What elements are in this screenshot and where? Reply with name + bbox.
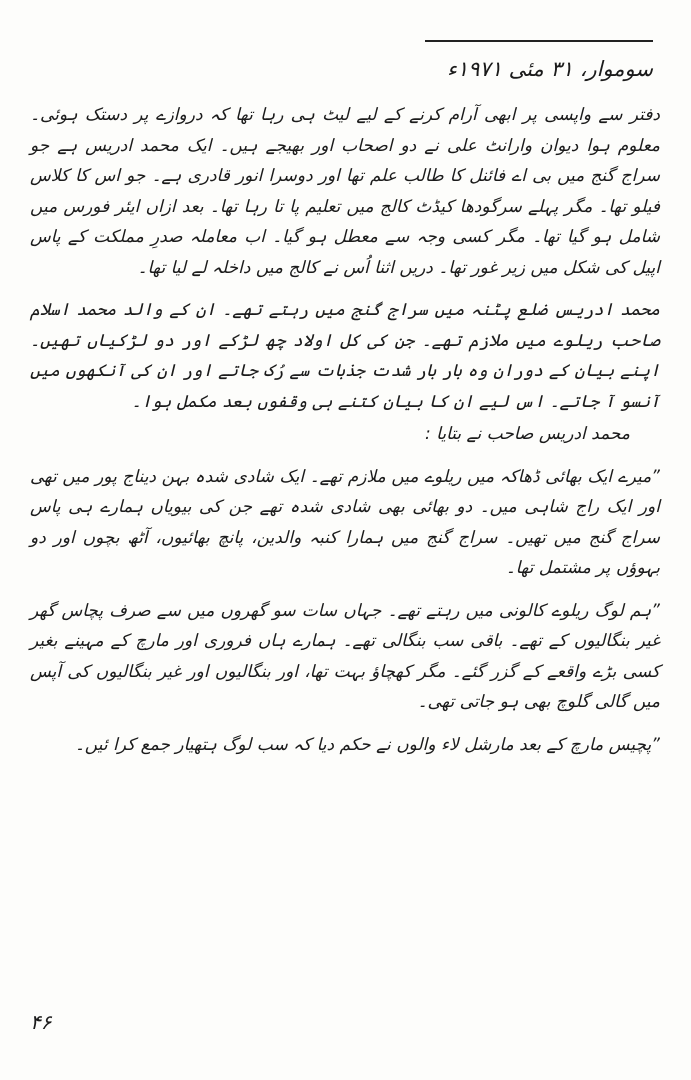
paragraph: محمد ادریس ضلع پٹنہ میں سراج گنج میں رہتے تھے۔ ان کے والد محمد اسلام صاحب ریلوے میں ملازم تھے۔ جن کی کل اولاد چھ لڑکے اور دو لڑکیاں تھیں۔ اپنے بیان کے دوران وہ بار بار شدت جذبات سے رُک جاتے اور ان کی آنکھوں میں آنسو آ جاتے۔ اس لیے ان کا بیان کتنے ہی وقفوں بعد مکمل ہوا۔ xyxy=(30,300,660,412)
page-number: ۴۶ xyxy=(30,1010,52,1034)
paragraph: ”ہم لوگ ریلوے کالونی میں رہتے تھے۔ جہاں سات سو گھروں میں سے صرف پچاس گھر غیر بنگالیوں کے تھے۔ باقی سب بنگالی تھے۔ ہمارے ہاں فروری اور مارچ کے مہینے بغیر کسی بڑے واقعے کے گزر گئے۔ مگر کھچاؤ بہت تھا، اور بنگالیوں اور غیر بنگالیوں کی آپس میں گالی گلوچ بھی ہو جاتی تھی۔ xyxy=(30,600,660,712)
entry-date: سوموار، ۳۱ مئی ۱۹۷۱ء xyxy=(447,57,653,81)
diary-body xyxy=(30,100,660,760)
paragraph: ”میرے ایک بھائی ڈھاکہ میں ریلوے میں ملازم تھے۔ ایک شادی شدہ بہن دیناج پور میں تھی اور ایک راج شاہی میں۔ دو بھائی بھی شادی شدہ تھے جن کی بیویاں ہمارے ہی پاس سراج گنج میں تھیں۔ سراج گنج میں ہمارا کنبہ والدین، پانچ بھائیوں، آٹھ بچوں اور دو بہوؤں پر مشتمل تھا۔ xyxy=(30,466,660,578)
paragraph: ”پچیس مارچ کے بعد مارشل لاء والوں نے حکم دیا کہ سب لوگ ہتھیار جمع کرا ئیں۔ xyxy=(74,734,660,755)
quote-intro: محمد ادریس صاحب نے بتایا : xyxy=(425,424,630,444)
header-rule xyxy=(425,40,653,42)
paragraph: دفتر سے واپسی پر ابھی آرام کرنے کے لیے لیٹ ہی رہا تھا کہ دروازے پر دستک ہوئی۔ معلوم ہوا دیوان وارانٹ علی نے دو اصحاب اور بھیجے ہیں۔ ایک محمد ادریس ہے جو سراج گنج میں بی اے فائنل کا طالب علم تھا اور دوسرا انور قادری ہے۔ جو اس کا کلاس فیلو تھا۔ مگر پہلے سرگودھا کیڈٹ کالج میں تعلیم پا تا رہا تھا۔ بعد ازاں ایئر فورس میں شامل ہو گیا تھا۔ مگر کسی وجہ سے معطل ہو گیا۔ اب معاملہ صدرِ مملکت کے پاس اپیل کی شکل میں زیر غور تھا۔ دریں اثنا اُس نے کالج میں داخلہ لے لیا تھا۔ xyxy=(30,105,660,278)
